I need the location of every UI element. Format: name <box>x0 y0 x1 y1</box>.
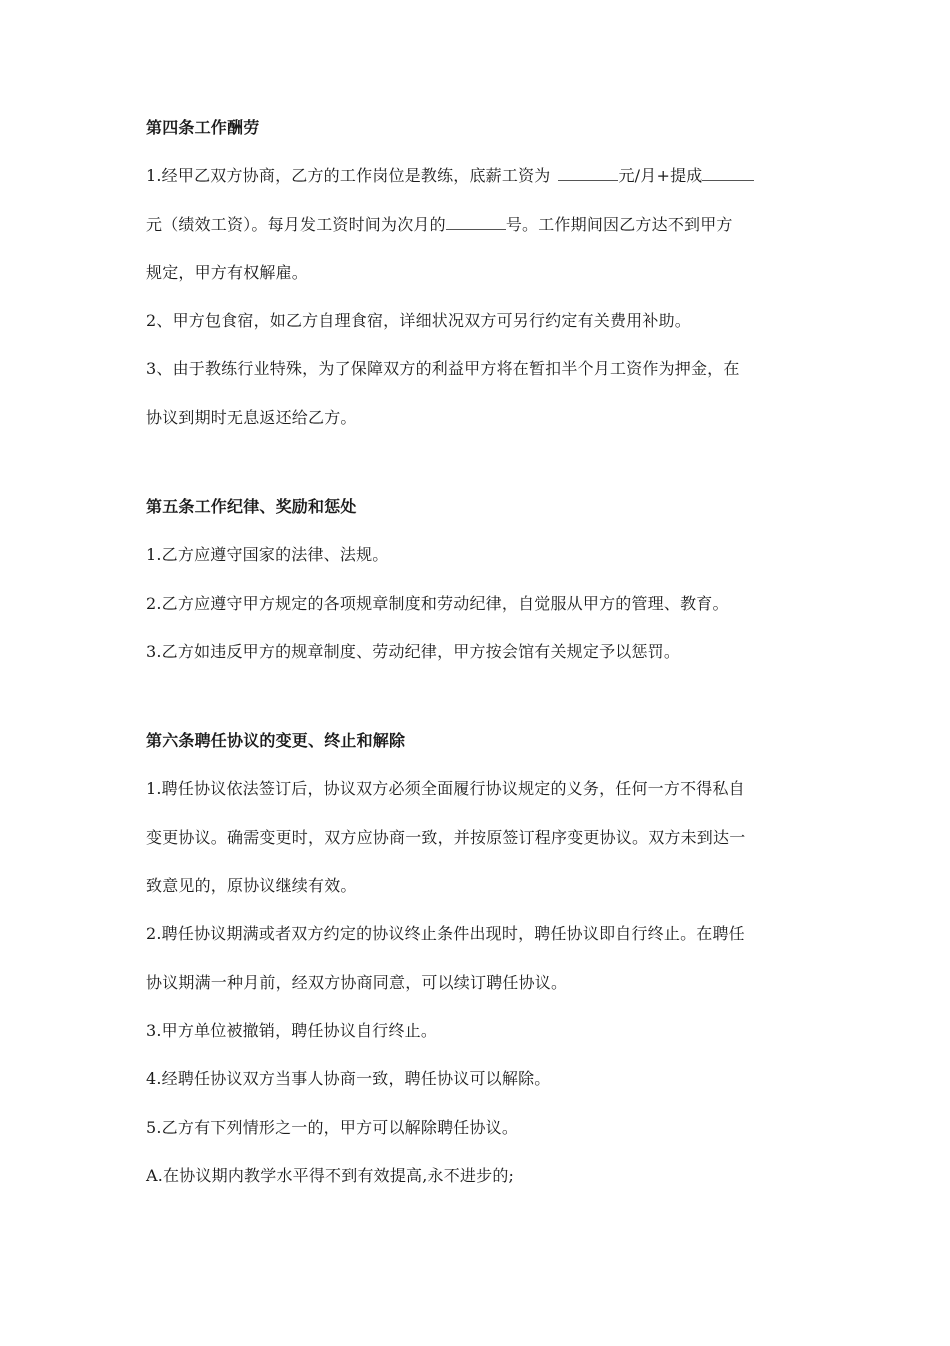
blank-pay-day <box>446 215 506 230</box>
section-6-para-2-line-2: 协议期满一种月前，经双方协商同意，可以续订聘任协议。 <box>146 973 568 992</box>
section-5-heading: 第五条工作纪律、奖励和惩处 <box>146 497 357 516</box>
section-6-para-2-line-1: 2.聘任协议期满或者双方约定的协议终止条件出现时，聘任协议即自行终止。在聘任 <box>146 924 745 943</box>
section-6-para-4: 4.经聘任协议双方当事人协商一致，聘任协议可以解除。 <box>146 1069 551 1088</box>
text-segment: 号。工作期间因乙方达不到甲方 <box>505 215 733 234</box>
text-segment: 1.经甲乙双方协商，乙方的工作岗位是教练，底薪工资为 <box>146 166 551 185</box>
section-4-heading: 第四条工作酬劳 <box>146 118 260 137</box>
section-4-para-1-line-3: 规定，甲方有权解雇。 <box>146 263 309 282</box>
section-6-para-1-line-1: 1.聘任协议依法签订后，协议双方必须全面履行协议规定的义务，任何一方不得私自 <box>146 779 745 798</box>
section-5-para-1: 1.乙方应遵守国家的法律、法规。 <box>146 545 389 564</box>
text-segment: 元/月+提成 <box>618 166 703 185</box>
section-4-para-1-line-2 <box>146 215 733 235</box>
section-5-para-3: 3.乙方如违反甲方的规章制度、劳动纪律，甲方按会馆有关规定予以惩罚。 <box>146 642 681 661</box>
section-5-para-2: 2.乙方应遵守甲方规定的各项规章制度和劳动纪律，自觉服从甲方的管理、教育。 <box>146 594 729 613</box>
section-4-para-3-line-2: 协议到期时无息返还给乙方。 <box>146 408 357 427</box>
section-4-para-3-line-1: 3、由于教练行业特殊，为了保障双方的利益甲方将在暂扣半个月工资作为押金，在 <box>146 359 740 378</box>
blank-commission <box>702 166 754 181</box>
section-6-para-1-line-2: 变更协议。确需变更时，双方应协商一致，并按原签订程序变更协议。双方未到达一 <box>146 828 746 847</box>
section-6-para-3: 3.甲方单位被撤销，聘任协议自行终止。 <box>146 1021 438 1040</box>
text-segment: 元（绩效工资）。每月发工资时间为次月的 <box>146 215 446 234</box>
section-6-para-1-line-3: 致意见的，原协议继续有效。 <box>146 876 357 895</box>
section-6-item-a: A.在协议期内教学水平得不到有效提高,永不进步的; <box>146 1166 515 1185</box>
blank-base-salary <box>558 166 618 181</box>
section-6-para-5: 5.乙方有下列情形之一的，甲方可以解除聘任协议。 <box>146 1118 519 1137</box>
section-4-para-1-line-1 <box>146 166 754 186</box>
section-4-para-2: 2、甲方包食宿，如乙方自理食宿，详细状况双方可另行约定有关费用补助。 <box>146 311 691 330</box>
section-6-heading: 第六条聘任协议的变更、终止和解除 <box>146 731 406 750</box>
